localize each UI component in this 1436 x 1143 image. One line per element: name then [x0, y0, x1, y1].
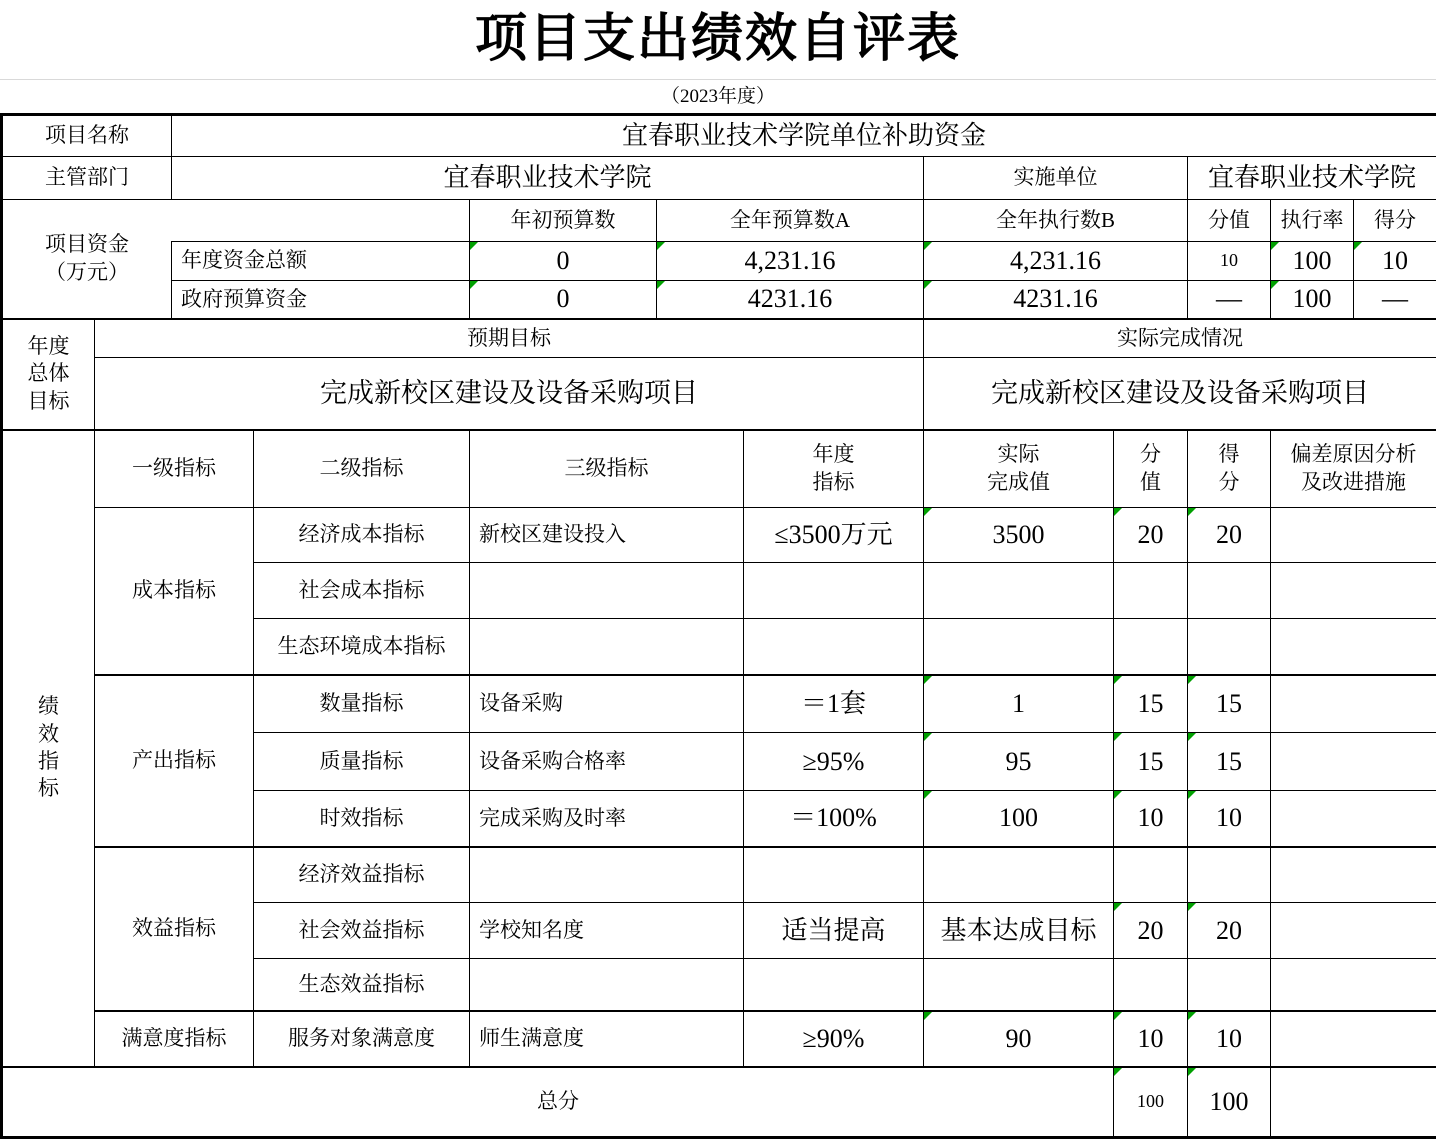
- table-row: [2, 508, 1436, 563]
- perf-group-benefit: 效益指标: [95, 847, 254, 1011]
- performance-section-label: 绩 效 指 标: [2, 430, 95, 1067]
- perf-l2: 服务对象满意度: [254, 1011, 470, 1067]
- funding-annual-value: 4,231.16: [657, 242, 924, 281]
- goal-actual-header: 实际完成情况: [924, 319, 1436, 358]
- page-title: 项目支出绩效自评表: [474, 10, 961, 68]
- total-weight-value: 100: [1114, 1067, 1188, 1138]
- perf-group-satisfaction: 满意度指标: [95, 1011, 254, 1067]
- perf-score: 10: [1188, 791, 1271, 847]
- total-deviation-empty: [1271, 1067, 1436, 1138]
- perf-weight: 15: [1114, 733, 1188, 791]
- perf-score: 20: [1188, 903, 1271, 959]
- perf-weight: 15: [1114, 675, 1188, 733]
- dept-label: 主管部门: [2, 157, 172, 200]
- funding-col-annual: 全年预算数A: [657, 200, 924, 242]
- impl-unit-label: 实施单位: [924, 157, 1188, 200]
- perf-l2: 社会成本指标: [254, 563, 470, 619]
- perf-actual-value: 95: [924, 733, 1114, 791]
- perf-l2: 生态效益指标: [254, 959, 470, 1011]
- perf-l3: [470, 959, 744, 1011]
- perf-annual-target: ≤3500万元: [744, 508, 924, 563]
- perf-weight: [1114, 619, 1188, 675]
- funding-exec-value: 4,231.16: [924, 242, 1188, 281]
- perf-actual-value: 90: [924, 1011, 1114, 1067]
- funding-annual-value: 4231.16: [657, 281, 924, 319]
- funding-initial-value: 0: [470, 242, 657, 281]
- perf-annual-target: [744, 563, 924, 619]
- perf-deviation: [1271, 903, 1436, 959]
- perf-score: 10: [1188, 1011, 1271, 1067]
- annual-goal-label: 年度 总体 目标: [2, 319, 95, 430]
- perf-deviation: [1271, 1011, 1436, 1067]
- perf-annual-target: ≥90%: [744, 1011, 924, 1067]
- perf-score: 15: [1188, 733, 1271, 791]
- project-name-value: 宜春职业技术学院单位补助资金: [172, 115, 1436, 157]
- table-row: [2, 281, 1436, 319]
- funding-section-label: 项目资金 （万元）: [2, 200, 172, 319]
- table-row: [2, 200, 1436, 242]
- page-subtitle: （2023年度）: [660, 86, 775, 107]
- perf-actual-value: [924, 563, 1114, 619]
- perf-deviation: [1271, 733, 1436, 791]
- funding-score-value: —: [1354, 281, 1436, 319]
- perf-actual-value: [924, 619, 1114, 675]
- perf-score: 15: [1188, 675, 1271, 733]
- perf-score: [1188, 619, 1271, 675]
- funding-row-name: 年度资金总额: [172, 242, 470, 281]
- perf-weight: [1114, 959, 1188, 1011]
- perf-header-l1: 一级指标: [95, 430, 254, 508]
- title-band: [0, 0, 1436, 80]
- perf-l2: 社会效益指标: [254, 903, 470, 959]
- perf-header-deviation: 偏差原因分析 及改进措施: [1271, 430, 1436, 508]
- total-score-value: 100: [1188, 1067, 1271, 1138]
- perf-group-cost: 成本指标: [95, 508, 254, 675]
- perf-actual-value: 1: [924, 675, 1114, 733]
- funding-empty-header: [172, 200, 470, 242]
- perf-score: 20: [1188, 508, 1271, 563]
- perf-l3: 完成采购及时率: [470, 791, 744, 847]
- impl-unit-value: 宜春职业技术学院: [1188, 157, 1436, 200]
- table-row: [2, 1067, 1436, 1138]
- project-name-label: 项目名称: [2, 115, 172, 157]
- perf-score: [1188, 563, 1271, 619]
- perf-l3: 设备采购: [470, 675, 744, 733]
- perf-annual-target: [744, 619, 924, 675]
- funding-col-weight: 分值: [1188, 200, 1271, 242]
- perf-deviation: [1271, 791, 1436, 847]
- perf-deviation: [1271, 675, 1436, 733]
- perf-deviation: [1271, 847, 1436, 903]
- perf-actual-value: [924, 847, 1114, 903]
- total-score-label: 总分: [2, 1067, 1114, 1138]
- perf-l2: 质量指标: [254, 733, 470, 791]
- table-row: [2, 430, 1436, 508]
- perf-deviation: [1271, 959, 1436, 1011]
- perf-l2: 生态环境成本指标: [254, 619, 470, 675]
- perf-weight: 20: [1114, 508, 1188, 563]
- funding-exec-value: 4231.16: [924, 281, 1188, 319]
- funding-weight-value: 10: [1188, 242, 1271, 281]
- perf-deviation: [1271, 563, 1436, 619]
- funding-rate-value: 100: [1271, 242, 1354, 281]
- perf-actual-value: 100: [924, 791, 1114, 847]
- perf-l3: [470, 619, 744, 675]
- perf-annual-target: [744, 847, 924, 903]
- perf-l2: 数量指标: [254, 675, 470, 733]
- perf-header-score: 得 分: [1188, 430, 1271, 508]
- funding-col-exec: 全年执行数B: [924, 200, 1188, 242]
- perf-group-output: 产出指标: [95, 675, 254, 847]
- table-row: [2, 358, 1436, 430]
- perf-actual-value: [924, 959, 1114, 1011]
- perf-actual-value: 基本达成目标: [924, 903, 1114, 959]
- perf-deviation: [1271, 508, 1436, 563]
- perf-annual-target: 适当提高: [744, 903, 924, 959]
- perf-weight: 10: [1114, 1011, 1188, 1067]
- dept-value: 宜春职业技术学院: [172, 157, 924, 200]
- perf-l3: 学校知名度: [470, 903, 744, 959]
- perf-annual-target: [744, 959, 924, 1011]
- table-row: [2, 1011, 1436, 1067]
- funding-weight-value: —: [1188, 281, 1271, 319]
- perf-actual-value: 3500: [924, 508, 1114, 563]
- perf-header-l2: 二级指标: [254, 430, 470, 508]
- perf-annual-target: ＝1套: [744, 675, 924, 733]
- perf-weight: 20: [1114, 903, 1188, 959]
- funding-col-rate: 执行率: [1271, 200, 1354, 242]
- perf-header-actual: 实际 完成值: [924, 430, 1114, 508]
- perf-annual-target: ≥95%: [744, 733, 924, 791]
- self-evaluation-table: [0, 113, 1436, 1139]
- perf-weight: [1114, 563, 1188, 619]
- perf-annual-target: ＝100%: [744, 791, 924, 847]
- perf-l3: 设备采购合格率: [470, 733, 744, 791]
- perf-score: [1188, 847, 1271, 903]
- table-row: [2, 242, 1436, 281]
- funding-row-name: 政府预算资金: [172, 281, 470, 319]
- perf-l2: 经济成本指标: [254, 508, 470, 563]
- perf-score: [1188, 959, 1271, 1011]
- perf-l3: [470, 847, 744, 903]
- funding-score-value: 10: [1354, 242, 1436, 281]
- funding-col-initial: 年初预算数: [470, 200, 657, 242]
- subtitle-band: [0, 80, 1436, 113]
- perf-deviation: [1271, 619, 1436, 675]
- perf-header-annual: 年度 指标: [744, 430, 924, 508]
- table-row: [2, 319, 1436, 358]
- table-row: [2, 115, 1436, 157]
- perf-l3: 师生满意度: [470, 1011, 744, 1067]
- perf-l3: [470, 563, 744, 619]
- perf-header-weight: 分 值: [1114, 430, 1188, 508]
- table-row: [2, 675, 1436, 733]
- goal-expected-value: 完成新校区建设及设备采购项目: [95, 358, 924, 430]
- funding-rate-value: 100: [1271, 281, 1354, 319]
- goal-actual-value: 完成新校区建设及设备采购项目: [924, 358, 1436, 430]
- perf-weight: [1114, 847, 1188, 903]
- perf-l3: 新校区建设投入: [470, 508, 744, 563]
- table-row: [2, 157, 1436, 200]
- funding-col-score: 得分: [1354, 200, 1436, 242]
- perf-l2: 时效指标: [254, 791, 470, 847]
- funding-initial-value: 0: [470, 281, 657, 319]
- table-row: [2, 847, 1436, 903]
- goal-expected-header: 预期目标: [95, 319, 924, 358]
- perf-weight: 10: [1114, 791, 1188, 847]
- perf-l2: 经济效益指标: [254, 847, 470, 903]
- perf-header-l3: 三级指标: [470, 430, 744, 508]
